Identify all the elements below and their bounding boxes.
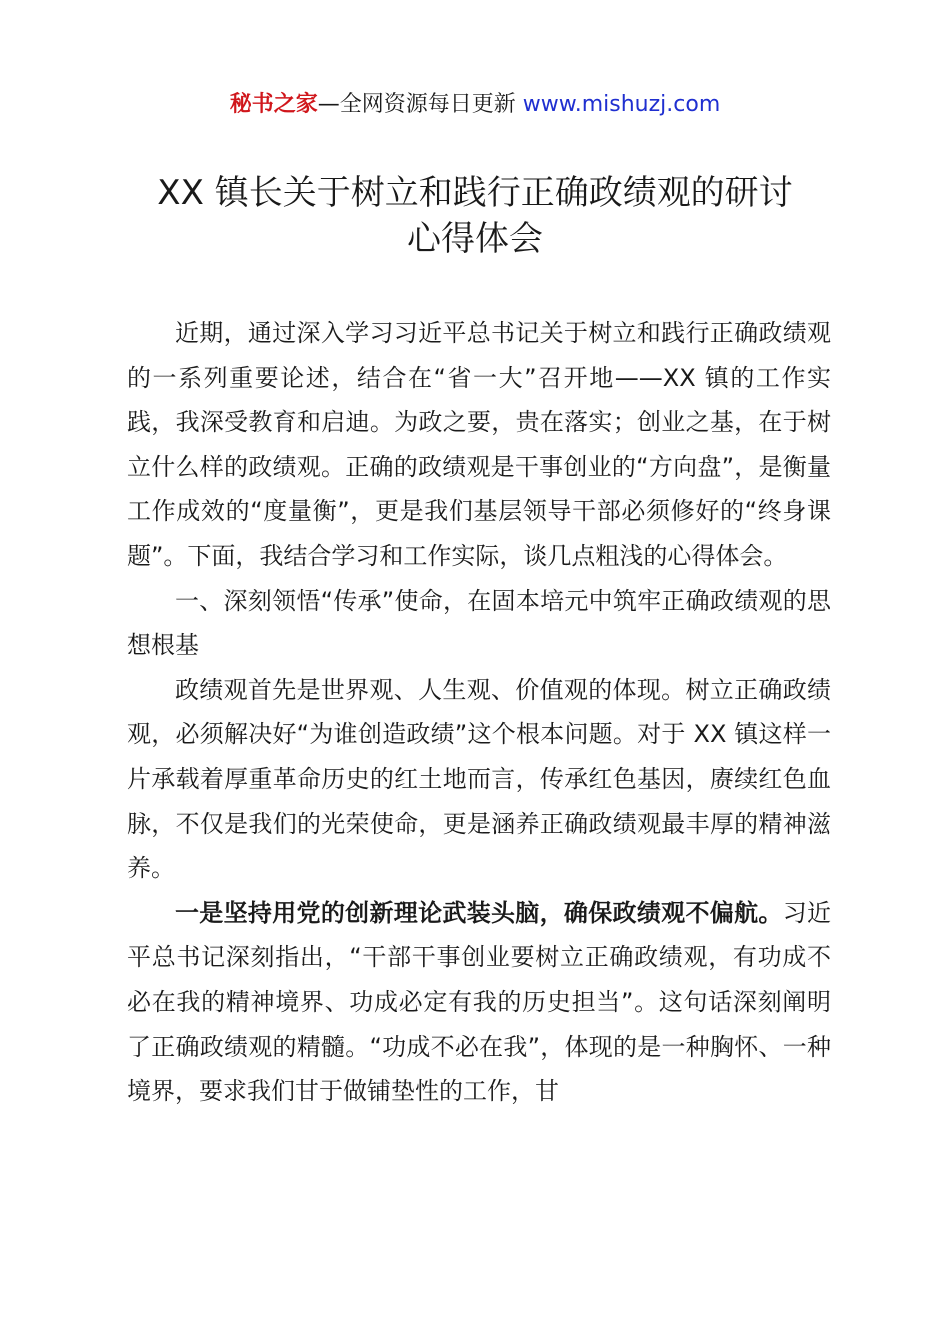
document-body — [127, 311, 831, 1114]
site-link[interactable]: www.mishuzj.com — [522, 92, 721, 117]
paragraph-point-1 — [127, 891, 831, 1114]
paragraph-section-1: 政绩观首先是世界观、人生观、价值观的体现。树立正确政绩观，必须解决好“为谁创造政绩”这个根本问题。对于 XX 镇这样一片承载着厚重革命历史的红土地而言，传承红色基因，赓续红色血脉，不仅是我们的光荣使命，更是涵养正确政绩观最丰厚的精神滋养。 — [127, 675, 831, 883]
watermark-header — [0, 88, 950, 122]
brand-name: 秘书之家 — [229, 92, 318, 117]
point-1-heading: 一是坚持用党的创新理论武装头脑，确保政绩观不偏航。 — [175, 898, 783, 927]
document-title — [125, 170, 825, 262]
paragraph-intro: 近期，通过深入学习习近平总书记关于树立和践行正确政绩观的一系列重要论述，结合在“省一大”召开地——XX 镇的工作实践，我深受教育和启迪。为政之要，贵在落实；创业之基，在于树立什么样的政绩观。正确的政绩观是干事创业的“方向盘”，是衡量工作成效的“度量衡”，更是我们基层领导干部必须修好的“终身课题”。下面，我结合学习和工作实际，谈几点粗浅的心得体会。 — [127, 319, 831, 570]
title-line-1: XX 镇长关于树立和践行正确政绩观的研讨 — [157, 173, 793, 213]
title-line-2: 心得体会 — [407, 219, 543, 259]
section-heading-1: 一、深刻领悟“传承”使命，在固本培元中筑牢正确政绩观的思想根基 — [127, 586, 831, 660]
point-1-text: 习近平总书记深刻指出，“干部干事创业要树立正确政绩观，有功成不必在我的精神境界、功成必定有我的历史担当”。这句话深刻阐明了正确政绩观的精髓。“功成不必在我”，体现的是一种胸怀、一种境界，要求我们甘于做铺垫性的工作，甘 — [127, 898, 832, 1106]
header-tagline: —全网资源每日更新 — [317, 92, 523, 117]
